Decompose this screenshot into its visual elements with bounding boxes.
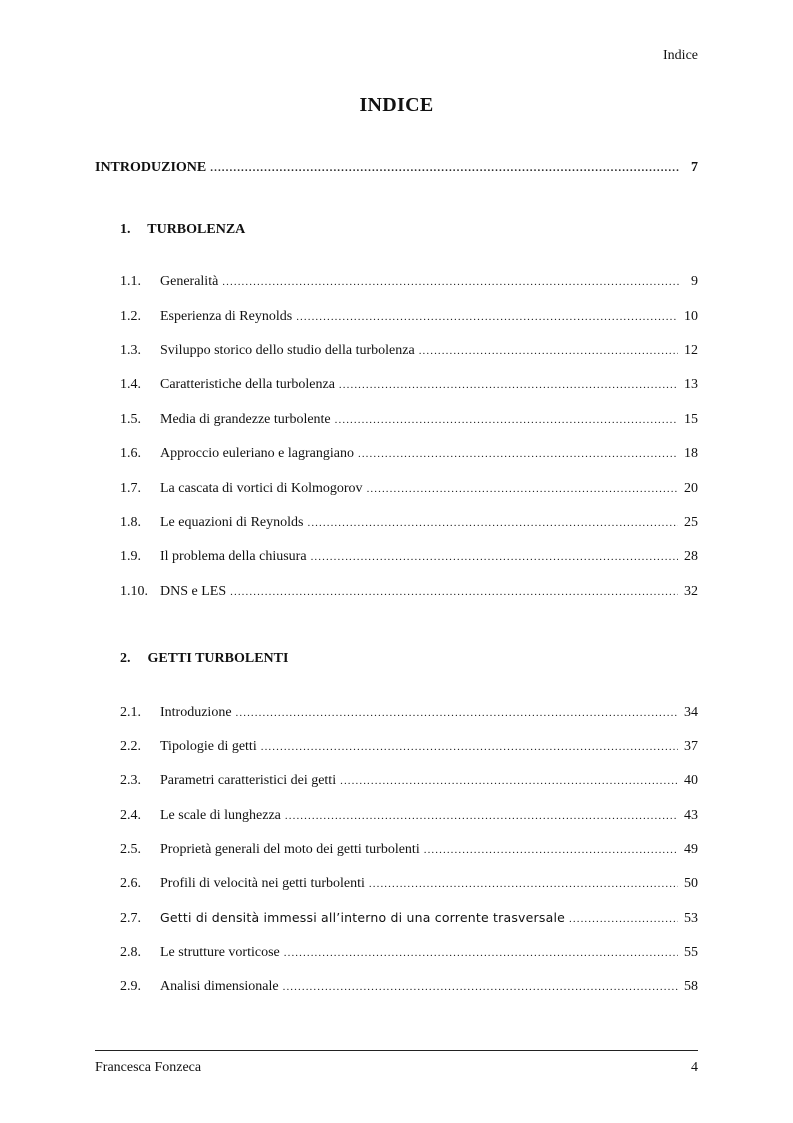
toc-entry-label: Generalità: [160, 274, 219, 289]
toc-entry-introduzione[interactable]: [95, 160, 698, 176]
toc-entry[interactable]: [120, 343, 698, 359]
toc-entry[interactable]: [120, 842, 698, 858]
dot-leader: [283, 981, 678, 993]
toc-entry-number: 2.2.: [120, 739, 141, 754]
toc-entry[interactable]: [120, 515, 698, 531]
toc-entry-label: Esperienza di Reynolds: [160, 309, 293, 324]
footer-divider: [95, 1050, 698, 1051]
toc-entry-page: 15: [684, 412, 698, 427]
toc-entry-number: 1.10.: [120, 584, 148, 599]
toc-entry-page: 49: [684, 842, 698, 857]
toc-entry-number: 1.6.: [120, 446, 141, 461]
toc-entry-number: 2.4.: [120, 808, 141, 823]
toc-entry-page: 9: [691, 274, 698, 289]
toc-entry[interactable]: [120, 377, 698, 393]
toc-entry-label: Analisi dimensionale: [160, 979, 279, 994]
toc-entry-label: La cascata di vortici di Kolmogorov: [160, 481, 363, 496]
chapter-title: TURBOLENZA: [147, 222, 246, 237]
dot-leader: [222, 276, 680, 288]
toc-entry-page: 25: [684, 515, 698, 530]
toc-entry[interactable]: [120, 481, 698, 497]
toc-entry-number: 2.7.: [120, 911, 141, 926]
toc-entry-label: DNS e LES: [160, 584, 227, 599]
dot-leader: [367, 483, 678, 495]
toc-entry-page: 10: [684, 309, 698, 324]
toc-entry-page: 28: [684, 549, 698, 564]
toc-entry[interactable]: [120, 412, 698, 428]
toc-entry-number: 2.3.: [120, 773, 141, 788]
toc-entry-page: 50: [684, 876, 698, 891]
toc-entry[interactable]: [120, 808, 698, 824]
toc-entry-number: 2.6.: [120, 876, 141, 891]
toc-entry-number: 2.1.: [120, 705, 141, 720]
toc-entry-number: 1.9.: [120, 549, 141, 564]
dot-leader: [339, 379, 678, 391]
running-header: Indice: [663, 48, 698, 63]
toc-entry-label: Sviluppo storico dello studio della turbolenza: [160, 343, 415, 358]
toc-entry[interactable]: [120, 773, 698, 789]
toc-entry-page: 13: [684, 377, 698, 392]
dot-leader: [358, 448, 678, 460]
toc-entry-page: 18: [684, 446, 698, 461]
toc-entry-page: 43: [684, 808, 698, 823]
toc-entry[interactable]: [120, 945, 698, 961]
page-title: INDICE: [359, 94, 434, 116]
dot-leader: [285, 810, 678, 822]
toc-entry-number: 1.2.: [120, 309, 141, 324]
toc-entry[interactable]: [120, 876, 698, 892]
chapter-title: GETTI TURBOLENTI: [147, 651, 289, 666]
toc-entry-page: 40: [684, 773, 698, 788]
toc-entry-number: 1.1.: [120, 274, 141, 289]
toc-entry-label: Introduzione: [160, 705, 232, 720]
toc-entry-page: 55: [684, 945, 698, 960]
dot-leader: [296, 311, 678, 323]
dot-leader: [419, 345, 678, 357]
toc-entry-label: Proprietà generali del moto dei getti turbolenti: [160, 842, 420, 857]
toc-entry-number: 2.5.: [120, 842, 141, 857]
toc-entry-label: Getti di densità immessi all’interno di una corrente trasversale: [160, 910, 566, 925]
dot-leader: [210, 162, 680, 174]
dot-leader: [340, 775, 678, 787]
toc-entry[interactable]: [120, 705, 698, 721]
toc-entry[interactable]: [120, 979, 698, 995]
toc-entry-number: 1.8.: [120, 515, 141, 530]
toc-entry-page: 12: [684, 343, 698, 358]
toc-entry-label: Caratteristiche della turbolenza: [160, 377, 335, 392]
toc-entry[interactable]: [120, 274, 698, 290]
toc-entry-label: INTRODUZIONE: [95, 160, 207, 175]
dot-leader: [311, 551, 678, 563]
dot-leader: [284, 947, 678, 959]
toc-entry[interactable]: [120, 446, 698, 462]
chapter-number: 1.: [120, 222, 131, 237]
chapter-heading-1[interactable]: [120, 222, 245, 238]
dot-leader: [369, 878, 678, 890]
toc-entry[interactable]: [120, 739, 698, 755]
toc-entry-number: 1.7.: [120, 481, 141, 496]
toc-entry[interactable]: [120, 584, 698, 600]
dot-leader: [335, 414, 678, 426]
chapter-heading-2[interactable]: [120, 651, 288, 667]
toc-entry-number: 1.5.: [120, 412, 141, 427]
dot-leader: [424, 844, 678, 856]
dot-leader: [569, 913, 678, 925]
toc-entry-page: 58: [684, 979, 698, 994]
toc-entry-label: Le equazioni di Reynolds: [160, 515, 304, 530]
toc-entry-number: 2.9.: [120, 979, 141, 994]
toc-entry-page: 20: [684, 481, 698, 496]
toc-entry-label: Approccio euleriano e lagrangiano: [160, 446, 354, 461]
toc-entry-page: 7: [691, 160, 698, 175]
toc-entry-label: Il problema della chiusura: [160, 549, 307, 564]
toc-entry-number: 2.8.: [120, 945, 141, 960]
dot-leader: [236, 707, 678, 719]
footer-page-number: 4: [691, 1060, 698, 1075]
toc-entry[interactable]: [120, 309, 698, 325]
toc-entry[interactable]: [120, 549, 698, 565]
toc-entry-label: Profili di velocità nei getti turbolenti: [160, 876, 365, 891]
toc-entry-page: 53: [684, 911, 698, 926]
toc-entry-label: Le scale di lunghezza: [160, 808, 281, 823]
toc-entry-label: Parametri caratteristici dei getti: [160, 773, 337, 788]
chapter-number: 2.: [120, 651, 131, 666]
dot-leader: [307, 517, 678, 529]
dot-leader: [230, 586, 678, 598]
dot-leader: [261, 741, 678, 753]
toc-entry[interactable]: [120, 910, 698, 927]
toc-entry-label: Le strutture vorticose: [160, 945, 280, 960]
toc-entry-label: Media di grandezze turbolente: [160, 412, 331, 427]
toc-entry-label: Tipologie di getti: [160, 739, 257, 754]
toc-entry-number: 1.4.: [120, 377, 141, 392]
footer-author: Francesca Fonzeca: [95, 1060, 202, 1075]
toc-entry-number: 1.3.: [120, 343, 141, 358]
toc-entry-page: 34: [684, 705, 698, 720]
toc-entry-page: 32: [684, 584, 698, 599]
toc-entry-page: 37: [684, 739, 698, 754]
